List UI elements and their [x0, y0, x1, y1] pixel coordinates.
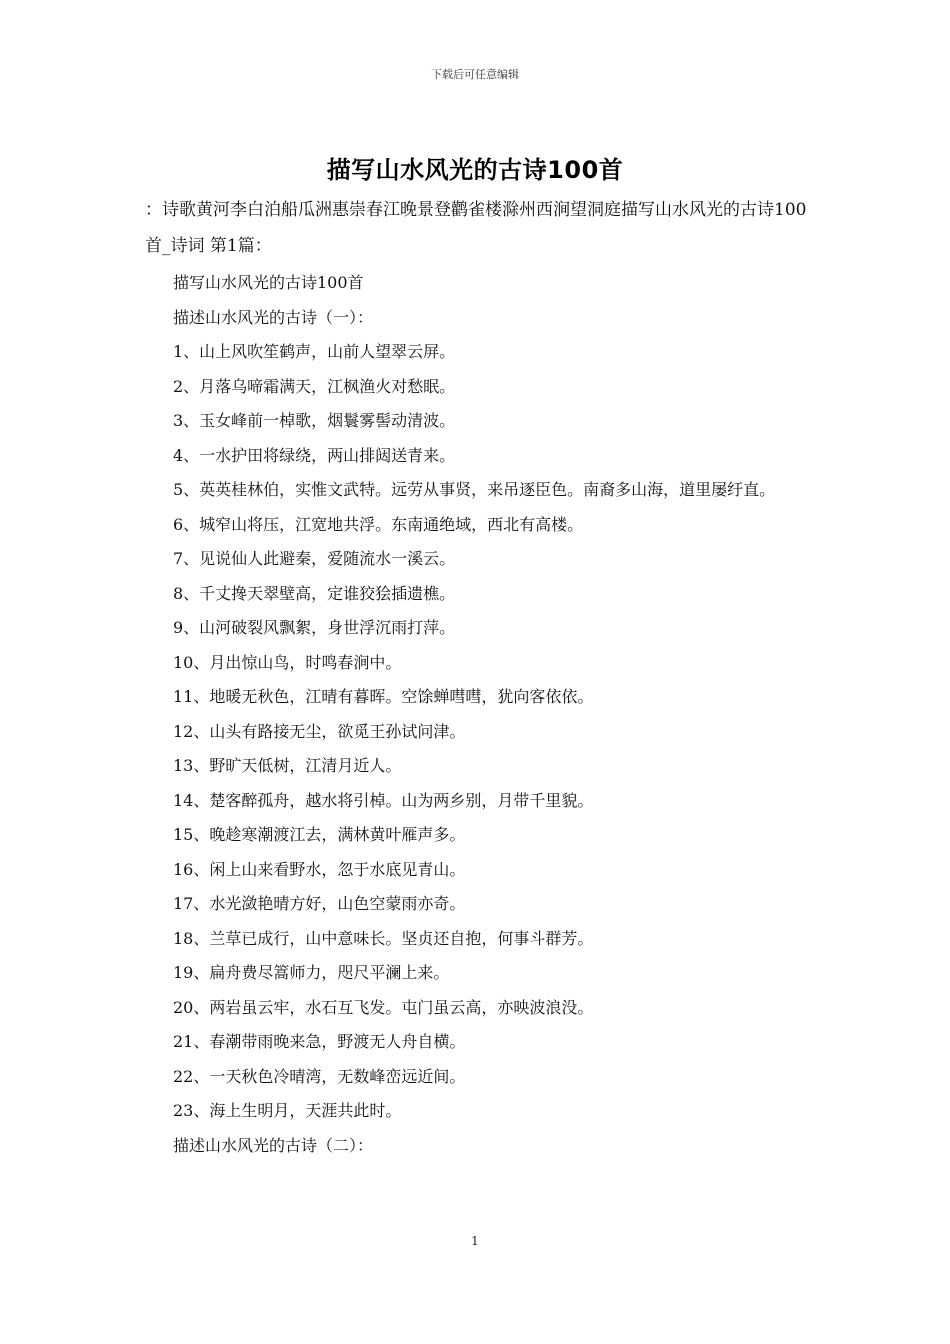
subheading-part-one: 描述山水风光的古诗（一）： [173, 307, 374, 327]
poem-line: 18、兰草已成行，山中意味长。坚贞还自抱，何事斗群芳。 [173, 928, 594, 948]
poem-line: 16、闲上山来看野水，忽于水底见青山。 [173, 859, 466, 879]
poem-line: 20、两岩虽云牢，水石互飞发。屯门虽云高，亦映波浪没。 [173, 997, 594, 1017]
poem-line: 10、月出惊山鸟，时鸣春涧中。 [173, 652, 402, 672]
poem-line: 13、野旷天低树，江清月近人。 [173, 756, 402, 775]
poem-line: 19、扁舟费尽篙师力，咫尺平澜上来。 [173, 963, 450, 982]
poem-line: 21、春潮带雨晚来急，野渡无人舟自横。 [173, 1032, 466, 1051]
poem-line: 22、一天秋色冷晴湾，无数峰峦远近间。 [173, 1066, 466, 1086]
page-header-note: 下载后可任意编辑 [431, 68, 519, 81]
poem-line: 8、千丈搀天翠壁高，定谁狡狯插遗樵。 [173, 583, 456, 603]
poem-line: 23、海上生明月，天涯共此时。 [173, 1101, 402, 1120]
poem-line: 14、楚客醉孤舟，越水将引棹。山为两乡别，月带千里貌。 [173, 790, 594, 810]
poem-line: 1、山上风吹笙鹤声，山前人望翠云屏。 [173, 342, 456, 361]
document-title: 描写山水风光的古诗100首 [326, 156, 624, 184]
poem-line: 9、山河破裂风飘絮，身世浮沉雨打萍。 [173, 618, 456, 637]
document-body [145, 192, 813, 1163]
page-number: 1 [471, 1234, 479, 1248]
poem-line: 2、月落乌啼霜满天，江枫渔火对愁眠。 [173, 376, 456, 396]
poem-line: 3、玉女峰前一棹歌，烟鬟雾髻动清波。 [173, 411, 456, 430]
poem-line: 5、英英桂林伯，实惟文武特。远劳从事贤，来吊逐臣色。南裔多山海，道里屡纡直。 [173, 480, 776, 499]
poem-line: 4、一水护田将绿绕，两山排闼送青来。 [173, 445, 456, 465]
subheading-part-two: 描述山水风光的古诗（二）： [173, 1135, 374, 1155]
poem-line: 17、水光潋艳晴方好，山色空蒙雨亦奇。 [173, 894, 466, 913]
poem-line: 12、山头有路接无尘，欲觅王孙试问津。 [173, 721, 466, 741]
poem-line: 11、地暖无秋色，江晴有暮晖。空馀蝉嘒嘒，犹向客依依。 [173, 687, 594, 706]
poem-line: 6、城窄山将压，江宽地共浮。东南通绝域，西北有高楼。 [173, 514, 584, 534]
poem-line: 7、见说仙人此避秦，爱随流水一溪云。 [173, 549, 456, 568]
poem-line: 15、晚趁寒潮渡江去，满林黄叶雁声多。 [173, 825, 466, 844]
intro-paragraph: ：诗歌黄河李白泊船瓜洲惠崇春江晚景登鹳雀楼滁州西涧望洞庭描写山水风光的古诗100首_诗词 第1篇： [145, 200, 807, 256]
subheading-main: 描写山水风光的古诗100首 [173, 273, 364, 292]
